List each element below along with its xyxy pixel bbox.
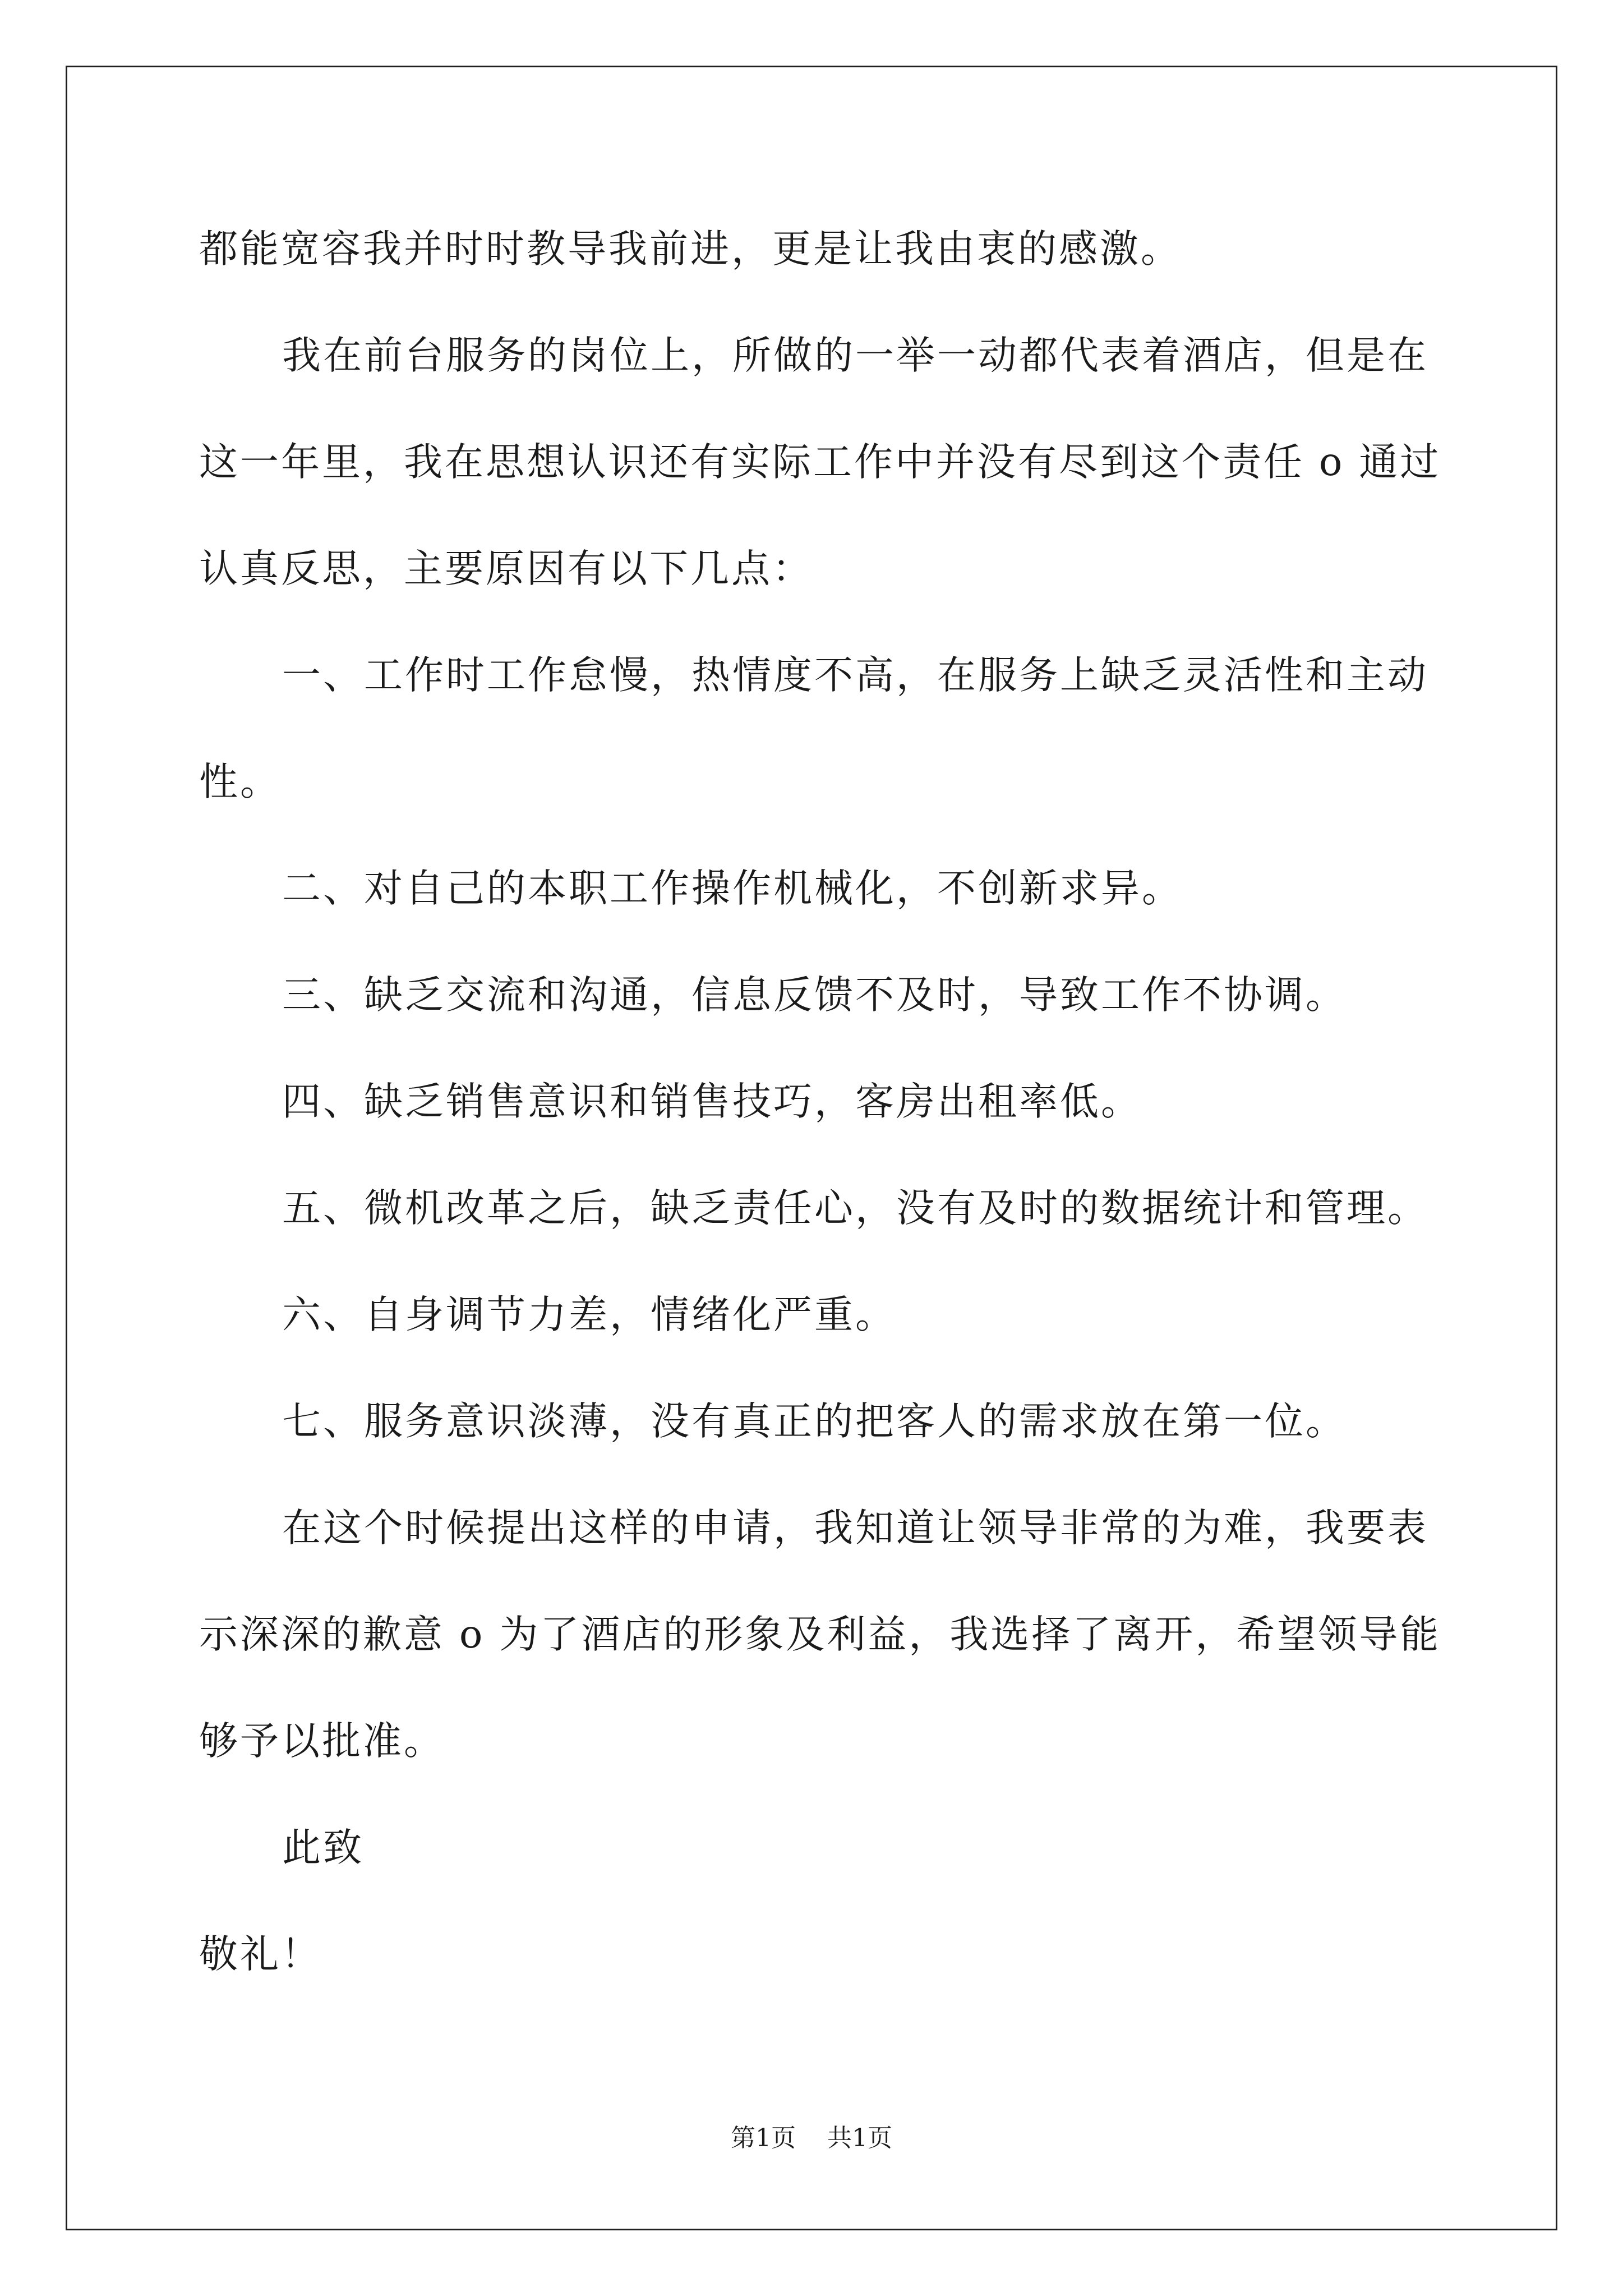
closing-regards: 敬礼！ (199, 1932, 322, 1977)
text-line: 性。 (199, 760, 281, 804)
text-line: 够予以批准。 (199, 1719, 445, 1764)
page-footer (0, 2126, 1623, 2151)
text-line: 示深深的歉意 o 为了酒店的形象及利益，我选择了离开，希望领导能 (199, 1612, 1441, 1657)
text-line: 四、缺乏销售意识和销售技巧，客房出租率低。 (282, 1079, 1142, 1124)
text-line: 这一年里，我在思想认识还有实际工作中并没有尽到这个责任 o 通过 (199, 440, 1441, 485)
page-number: 第1页 (731, 2124, 796, 2152)
text-line: 一、工作时工作怠慢，热情度不高，在服务上缺乏灵活性和主动 (282, 653, 1428, 698)
page-frame (66, 66, 1557, 2230)
text-line: 五、微机改革之后，缺乏责任心，没有及时的数据统计和管理。 (282, 1186, 1428, 1231)
text-line: 六、自身调节力差，情绪化严重。 (282, 1292, 896, 1337)
text-line: 都能宽容我并时时教导我前进，更是让我由衷的感激。 (199, 227, 1182, 272)
text-line: 七、服务意识淡薄，没有真正的把客人的需求放在第一位。 (282, 1399, 1347, 1444)
page-total: 共1页 (827, 2124, 892, 2152)
text-line: 二、对自己的本职工作操作机械化，不创新求异。 (282, 866, 1183, 911)
text-line: 在这个时候提出这样的申请，我知道让领导非常的为难，我要表 (282, 1506, 1428, 1550)
text-line: 认真反思，主要原因有以下几点： (199, 546, 813, 591)
text-line: 三、缺乏交流和沟通，信息反馈不及时，导致工作不协调。 (282, 973, 1347, 1018)
text-line: 我在前台服务的岗位上，所做的一举一动都代表着酒店，但是在 (282, 333, 1428, 378)
closing-salutation: 此致 (282, 1825, 364, 1870)
